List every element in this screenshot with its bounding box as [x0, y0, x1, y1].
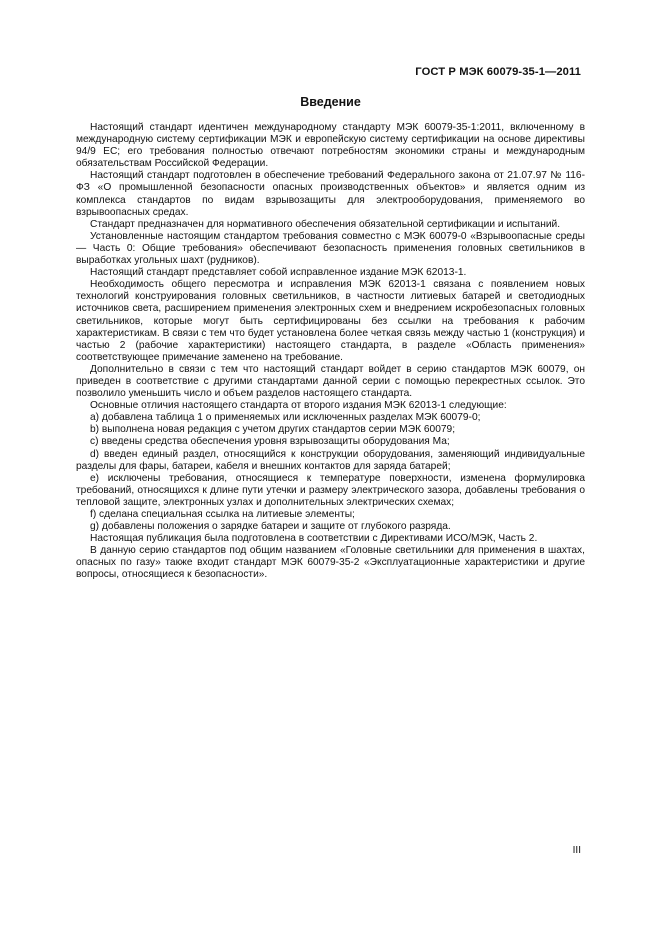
paragraph-revised-edition: Настоящий стандарт представляет собой исправленное издание МЭК 62013-1. — [90, 267, 467, 279]
list-item-b: b) выполнена новая редакция с учетом других стандартов серии МЭК 60079; — [90, 424, 456, 436]
section-title: Введение — [300, 95, 361, 109]
standard-header: ГОСТ Р МЭК 60079-35-1—2011 — [415, 66, 581, 78]
paragraph-series-alignment: Дополнительно в связи с тем что настоящий стандарт войдет в серию стандартов МЭК 60079, он приведен в соответствие с другими стандартами данной серии с помощью перекрестных ссылок. Это позволило уменьшить число и объем разделов настоящего стандарта. — [76, 363, 585, 400]
page-number: III — [572, 845, 581, 856]
paragraph-identity: Настоящий стандарт идентичен международному стандарту МЭК 60079-35-1:2011, включенному в международную систему сертификации МЭК и европейскую систему сертификации на основе директивы 94/9 ЕС; его требования полностью отвечают потребностям экономики страны и международным обязательствам Российской Федерации. — [76, 122, 585, 170]
paragraph-directives: Настоящая публикация была подготовлена в соответствии с Директивами ИСО/МЭК, Часть 2. — [90, 533, 538, 545]
list-item-c: c) введены средства обеспечения уровня взрывозащиты оборудования Ма; — [90, 436, 450, 448]
introduction-body — [76, 122, 585, 582]
paragraph-requirements: Установленные настоящим стандартом требования совместно с МЭК 60079-0 «Взрывоопасные среды — Часть 0: Общие требования» обеспечивают безопасность применения головных светильников в выработках угольных шахт (рудников). — [76, 230, 585, 267]
paragraph-differences-intro: Основные отличия настоящего стандарта от второго издания МЭК 62013-1 следующие: — [90, 400, 507, 412]
paragraph-federal-law: Настоящий стандарт подготовлен в обеспечение требований Федерального закона от 21.07.97 № 116-ФЗ «О промышленной безопасности опасных производственных объектов» и является одним из комплекса стандартов по видам взрывозащиты для электрооборудования, применяемого во взрывоопасных средах. — [76, 170, 585, 218]
list-item-e: e) исключены требования, относящиеся к температуре поверхности, изменена формулировка требований, относящихся к длине пути утечки и размеру электрического зазора, добавлены требования о тепловой защите, электронных узлах и дополнительных электрических схемах; — [76, 472, 585, 508]
paragraph-revision-need: Необходимость общего пересмотра и исправления МЭК 62013-1 связана с появлением новых технологий конструирования головных светильников, в частности литиевых батарей и светодиодных источников света, расширением применения электронных схем и внедрением искробезопасных головных светильников, которые могут быть сертифицированы без ссылки на требования к рабочим характеристикам. В связи с тем что будет установлена более четкая связь между частью 1 (конструкция) и частью 2 (рабочие характеристики) настоящего стандарта, в разделе «Область применения» соответствующее примечание заменено на требование. — [76, 279, 585, 363]
paragraph-series-note: В данную серию стандартов под общим названием «Головные светильники для применения в шахтах, опасных по газу» также входит стандарт МЭК 60079-35-2 «Эксплуатационные характеристики и другие вопросы, относящиеся к безопасности». — [76, 545, 585, 581]
list-item-a: a) добавлена таблица 1 о применяемых или исключенных разделах МЭК 60079-0; — [90, 412, 481, 424]
list-item-d: d) введен единый раздел, относящийся к конструкции оборудования, заменяющий индивидуальные разделы для фары, батареи, кабеля и внешних контактов для заряда батарей; — [76, 448, 585, 472]
list-item-f: f) сделана специальная ссылка на литиевые элементы; — [90, 509, 355, 520]
paragraph-purpose: Стандарт предназначен для нормативного обеспечения обязательной сертификации и испытаний. — [90, 218, 561, 230]
list-item-g: g) добавлены положения о зарядке батареи и защите от глубокого разряда. — [90, 521, 451, 533]
